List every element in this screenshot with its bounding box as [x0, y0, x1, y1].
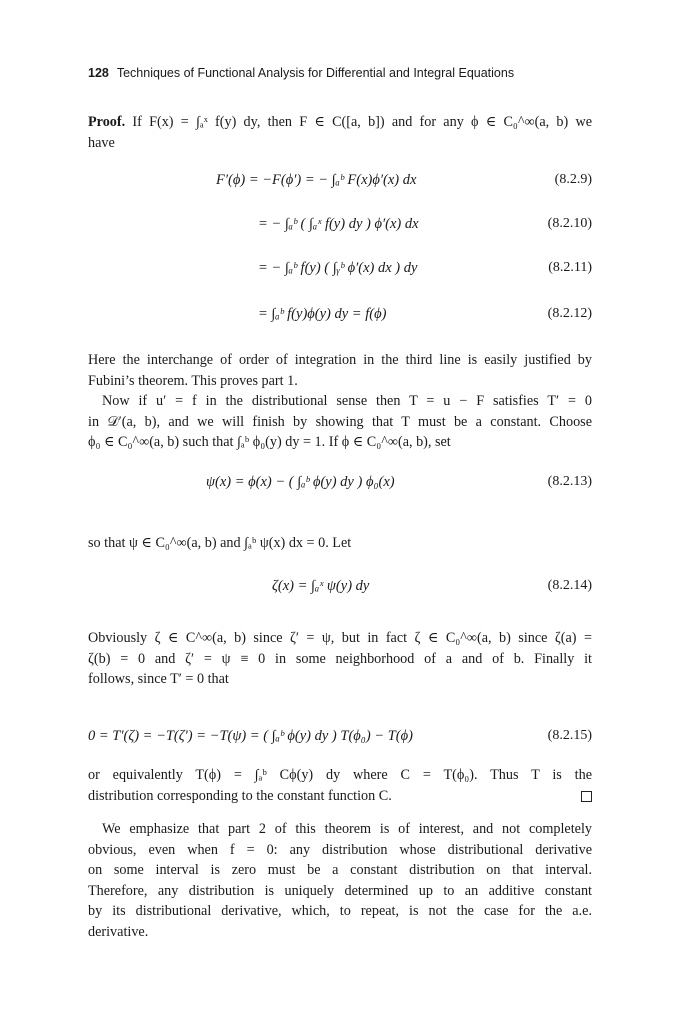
text-line: follows, since T′ = 0 that — [88, 671, 229, 687]
equation-number: (8.2.10) — [547, 216, 592, 231]
text-line: ϕ₀ ∈ C₀^∞(a, b) such that ∫ₐᵇ ϕ₀(y) dy = 1. If ϕ ∈ C₀^∞(a, b), set — [88, 434, 451, 450]
text-line: in 𝒟′(a, b), and we will finish by showing that T must be a constant. Choose — [88, 413, 592, 430]
text-line: Therefore, any distribution is uniquely determined up to an additive constant — [88, 882, 592, 899]
equation-body: F′(ϕ) = −F(ϕ′) = − ∫ₐᵇ F(x)ϕ′(x) dx — [216, 172, 417, 188]
equation-8-2-13 — [88, 470, 592, 504]
equation-number: (8.2.9) — [554, 172, 592, 187]
page-number: 128 — [88, 66, 109, 80]
equation-body: ζ(x) = ∫ₐˣ ψ(y) dy — [272, 578, 370, 594]
equation-body: 0 = T′(ζ) = −T(ζ′) = −T(ψ) = ( ∫ₐᵇ ϕ(y) dy ) T(ϕ₀) − T(ϕ) — [88, 728, 413, 744]
running-title: Techniques of Functional Analysis for Differential and Integral Equations — [116, 66, 515, 80]
equation-8-2-12 — [88, 302, 592, 336]
text-line: derivative. — [88, 923, 149, 940]
equation-number: (8.2.11) — [548, 260, 592, 275]
text-line: Here the interchange of order of integration in the third line is easily justified by — [88, 352, 592, 368]
text-line: We emphasize that part 2 of this theorem is of interest, and not completely — [102, 821, 592, 837]
equation-8-2-10 — [88, 212, 592, 246]
paragraph-equivalently — [88, 765, 592, 806]
text-line: on some interval is zero must be a constant distribution on that interval. — [88, 862, 592, 878]
equation-number: (8.2.12) — [547, 306, 592, 321]
equation-8-2-11 — [88, 256, 592, 290]
paragraph-emphasize — [88, 819, 592, 942]
equation-body: = ∫ₐᵇ f(y)ϕ(y) dy = f(ϕ) — [258, 306, 387, 322]
text-line: Fubini’s theorem. This proves part 1. — [88, 372, 298, 389]
proof-label: Proof. — [88, 114, 126, 130]
text-line — [88, 112, 592, 133]
text-line: ζ(b) = 0 and ζ′ = ψ ≡ 0 in some neighborhood of a and of b. Finally it — [88, 650, 592, 667]
text-line: Obviously ζ ∈ C^∞(a, b) since ζ′ = ψ, but in fact ζ ∈ C₀^∞(a, b) since ζ(a) = — [88, 630, 592, 646]
proof-line-2: have — [88, 134, 115, 151]
equation-body: ψ(x) = ϕ(x) − ( ∫ₐᵇ ϕ(y) dy ) ϕ₀(x) — [206, 474, 395, 490]
qed-square-icon — [581, 791, 592, 802]
equation-number: (8.2.14) — [547, 578, 592, 593]
running-header — [88, 66, 592, 80]
paragraph-interchange — [88, 350, 592, 391]
equation-number: (8.2.15) — [547, 728, 592, 743]
equation-8-2-14 — [88, 574, 592, 608]
equation-8-2-15 — [88, 724, 592, 758]
equation-body: = − ∫ₐᵇ f(y) ( ∫ᵧᵇ ϕ′(x) dx ) dy — [258, 260, 418, 276]
text-line: so that ψ ∈ C₀^∞(a, b) and ∫ₐᵇ ψ(x) dx = 0. Let — [88, 535, 352, 551]
paragraph-obviously — [88, 628, 592, 690]
proof-line-1: If F(x) = ∫ₐˣ f(y) dy, then F ∈ C([a, b]) and for any ϕ ∈ C₀^∞(a, b) we — [132, 114, 593, 130]
equation-8-2-9 — [88, 168, 592, 202]
paragraph-so-that — [88, 533, 592, 554]
text-line: Now if u′ = f in the distributional sense then T = u − F satisfies T′ = 0 — [102, 393, 592, 409]
proof-intro — [88, 112, 592, 153]
equation-body: = − ∫ₐᵇ ( ∫ₐˣ f(y) dy ) ϕ′(x) dx — [258, 216, 419, 232]
text-line: or equivalently T(ϕ) = ∫ₐᵇ Cϕ(y) dy where C = T(ϕ₀). Thus T is the — [88, 767, 592, 783]
text-line: obvious, even when f = 0: any distribution whose distributional derivative — [88, 841, 592, 858]
text-line: by its distributional derivative, which, to repeat, is not the case for the a.e. — [88, 903, 592, 919]
equation-number: (8.2.13) — [547, 474, 592, 489]
text-line: distribution corresponding to the constant function C. — [88, 787, 392, 804]
paragraph-now-if — [88, 391, 592, 453]
